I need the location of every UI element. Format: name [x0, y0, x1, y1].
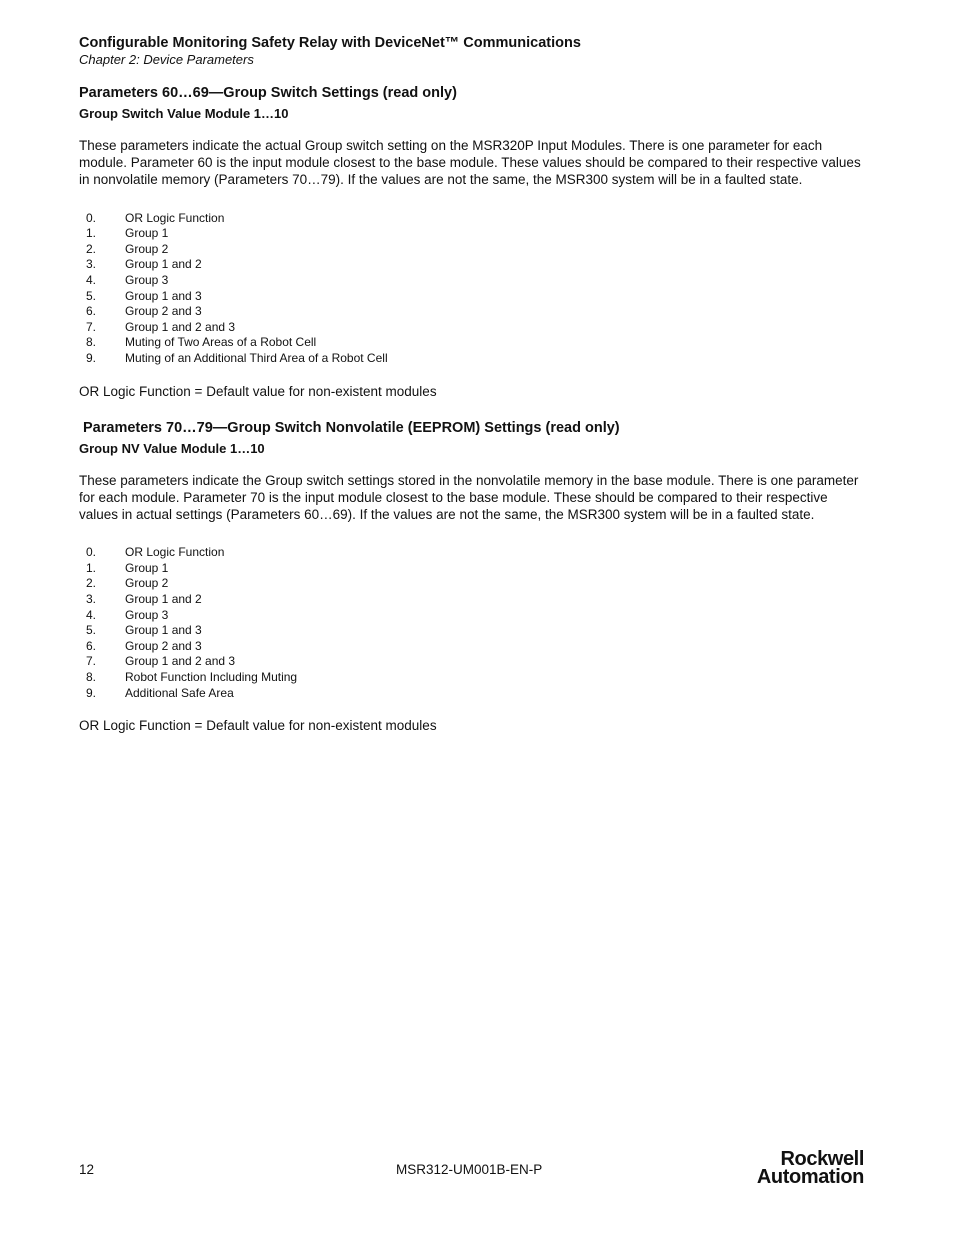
list-item-label: Muting of an Additional Third Area of a Robot Cell	[125, 350, 388, 365]
list-item-number: 3.	[86, 257, 97, 272]
list-item-label: Group 1 and 2	[125, 257, 202, 272]
list-item	[79, 211, 879, 227]
list-item	[79, 592, 879, 608]
publication-number: MSR312-UM001B-EN-P	[396, 1162, 543, 1177]
list-item-number: 2.	[86, 576, 97, 591]
section-heading: Parameters 60…69—Group Switch Settings (read only)	[79, 85, 457, 101]
list-item-number: 2.	[86, 241, 97, 256]
list-item-number: 1.	[86, 560, 97, 575]
list-item-label: Group 1	[125, 226, 169, 241]
page-number: 12	[79, 1162, 95, 1177]
list-item-number: 4.	[86, 607, 97, 622]
list-item-number: 1.	[86, 226, 97, 241]
list-item-number: 9.	[86, 350, 97, 365]
list-item-label: Group 2 and 3	[125, 638, 202, 653]
list-item-number: 6.	[86, 304, 97, 319]
list-item	[79, 608, 879, 624]
list-item-number: 9.	[86, 685, 97, 700]
list-item-label: Group 3	[125, 607, 169, 622]
default-note: OR Logic Function = Default value for non-existent modules	[79, 383, 437, 399]
rockwell-automation-logo	[757, 1150, 864, 1186]
list-item-label: Group 2 and 3	[125, 304, 202, 319]
list-item-label: Group 1 and 3	[125, 623, 202, 638]
chapter-label: Chapter 2: Device Parameters	[79, 52, 254, 67]
document-page	[79, 34, 879, 734]
list-item	[79, 320, 879, 336]
list-item-number: 5.	[86, 288, 97, 303]
section-paragraph: These parameters indicate the actual Group switch setting on the MSR320P Input Modules. There is one parameter for each module. Parameter 60 is the input module closest to the base module. These values should be compared to their respective values in nonvolatile memory (Parameters 70…79). If the values are not the same, the MSR300 system will be in a faulted state.	[79, 138, 861, 188]
list-item-label: Group 1	[125, 560, 169, 575]
list-item	[79, 257, 879, 273]
list-item	[79, 545, 879, 561]
section-paragraph: These parameters indicate the Group switch settings stored in the nonvolatile memory in the base module. There is one parameter for each module. Parameter 70 is the input module closest to the base module. These should be compared to their respective values in actual settings (Parameters 60…69). If the values are not the same, the MSR300 system will be in a faulted state.	[79, 472, 859, 522]
list-item	[79, 561, 879, 577]
list-item	[79, 289, 879, 305]
value-list	[79, 211, 879, 367]
list-item-label: Group 2	[125, 241, 169, 256]
list-item-number: 8.	[86, 335, 97, 350]
list-item-label: Group 1 and 3	[125, 288, 202, 303]
list-item	[79, 576, 879, 592]
document-title: Configurable Monitoring Safety Relay with DeviceNet™ Communications	[79, 35, 581, 51]
list-item-number: 6.	[86, 638, 97, 653]
page-footer	[79, 1150, 869, 1190]
list-item-label: Group 1 and 2 and 3	[125, 654, 236, 669]
logo-line-2: Automation	[756, 1166, 864, 1188]
list-item-label: OR Logic Function	[125, 545, 225, 560]
list-item-label: Group 1 and 2 and 3	[125, 319, 236, 334]
list-item	[79, 639, 879, 655]
list-item-number: 5.	[86, 623, 97, 638]
list-item-number: 8.	[86, 669, 97, 684]
list-item	[79, 351, 879, 367]
logo-line-1: Rockwell	[780, 1148, 864, 1170]
section-subheading: Group Switch Value Module 1…10	[79, 106, 289, 121]
list-item-number: 3.	[86, 591, 97, 606]
list-item	[79, 226, 879, 242]
list-item	[79, 335, 879, 351]
section-subheading: Group NV Value Module 1…10	[79, 440, 265, 456]
list-item-number: 7.	[86, 654, 97, 669]
list-item-label: Muting of Two Areas of a Robot Cell	[125, 335, 317, 350]
list-item-number: 0.	[86, 210, 97, 225]
list-item	[79, 670, 879, 686]
list-item-label: Group 2	[125, 576, 169, 591]
list-item	[79, 623, 879, 639]
list-item-number: 7.	[86, 319, 97, 334]
list-item-number: 0.	[86, 545, 97, 560]
list-item-label: OR Logic Function	[125, 210, 225, 225]
section-params-60-69	[79, 84, 879, 400]
list-item-label: Group 1 and 2	[125, 591, 202, 606]
list-item-label: Group 3	[125, 272, 169, 287]
list-item	[79, 654, 879, 670]
value-list	[79, 545, 879, 701]
default-note: OR Logic Function = Default value for non-existent modules	[79, 718, 437, 734]
list-item	[79, 273, 879, 289]
list-item	[79, 242, 879, 258]
list-item	[79, 686, 879, 702]
section-heading: Parameters 70…79—Group Switch Nonvolatile (EEPROM) Settings (read only)	[83, 419, 620, 436]
list-item-label: Robot Function Including Muting	[125, 669, 298, 684]
list-item	[79, 304, 879, 320]
list-item-number: 4.	[86, 272, 97, 287]
section-params-70-79	[79, 419, 879, 735]
list-item-label: Additional Safe Area	[125, 685, 234, 700]
